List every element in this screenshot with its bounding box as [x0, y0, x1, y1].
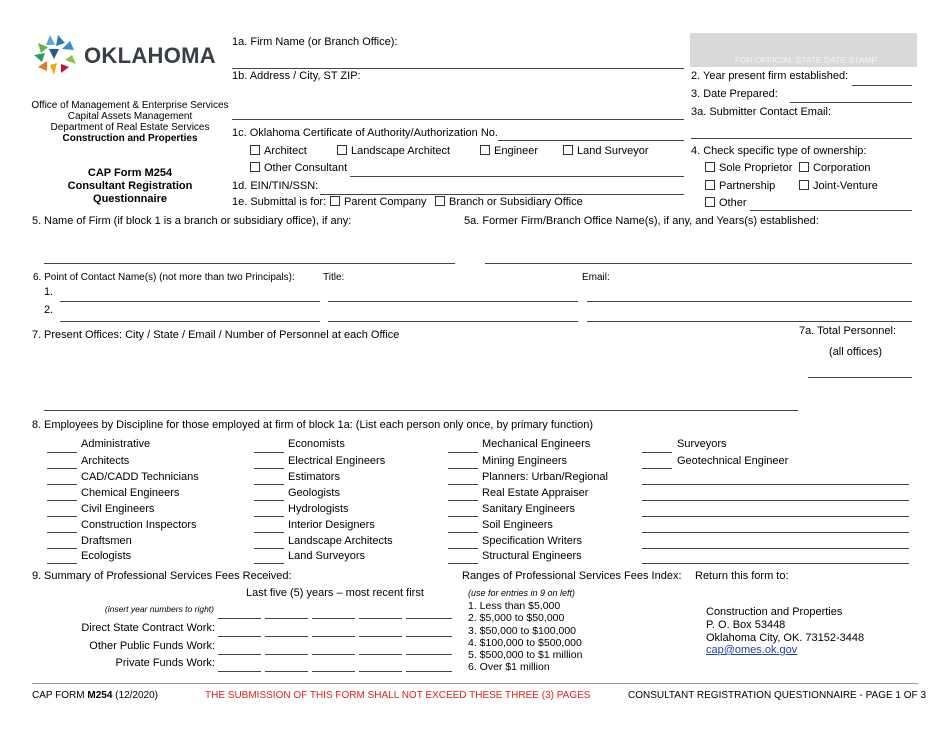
count-input[interactable] — [254, 484, 284, 485]
field-6-row-1: 1. — [44, 286, 54, 298]
field-3-input[interactable] — [790, 102, 912, 103]
field-1d-label: 1d. EIN/TIN/SSN: — [232, 180, 319, 192]
check-sole-label: Sole Proprietor — [719, 162, 793, 174]
checkbox[interactable] — [330, 196, 340, 206]
discipline-item: Real Estate Appraiser — [482, 487, 589, 499]
check-branch-label: Branch or Subsidiary Office — [449, 196, 583, 208]
agency-line-1: Office of Management & Enterprise Services — [31, 100, 229, 111]
discipline-item: Interior Designers — [288, 519, 375, 531]
field-1c-input[interactable] — [498, 140, 684, 141]
discipline-item: Planners: Urban/Regional — [482, 471, 608, 483]
agency-division: Construction and Properties — [62, 133, 198, 144]
footer-warning: THE SUBMISSION OF THIS FORM SHALL NOT EXCEED THESE THREE (3) PAGES — [205, 690, 591, 701]
fees-last-five: Last five (5) years – most recent first — [246, 587, 424, 599]
field-5a-input[interactable] — [485, 263, 912, 264]
field-1a-label: 1a. Firm Name (or Branch Office): — [232, 36, 398, 48]
ownership-other-input[interactable] — [750, 210, 912, 211]
footer-form-code: M254 — [87, 690, 113, 701]
range-item: 4. $100,000 to $500,000 — [468, 637, 582, 649]
count-input[interactable] — [47, 563, 77, 564]
checkbox[interactable] — [337, 145, 347, 155]
check-partnership[interactable] — [705, 180, 775, 193]
fee-input[interactable] — [359, 671, 402, 672]
field-1b-label: 1b. Address / City, ST ZIP: — [232, 70, 361, 82]
count-input[interactable] — [254, 468, 284, 469]
fee-input[interactable] — [359, 636, 402, 637]
ranges-title: Ranges of Professional Services Fees Index: — [462, 570, 682, 582]
count-input[interactable] — [254, 500, 284, 501]
fee-row-label: Private Funds Work: — [115, 657, 215, 669]
footer-page: CONSULTANT REGISTRATION QUESTIONNAIRE - PAGE 1 OF 3 — [628, 690, 927, 701]
field-6-email-label: Email: — [582, 272, 610, 283]
field-8-number: 8. — [32, 419, 42, 431]
field-3a-label: 3a. Submitter Contact Email: — [691, 106, 832, 118]
fee-input[interactable] — [359, 654, 402, 655]
fee-input[interactable] — [218, 671, 261, 672]
count-input[interactable] — [47, 468, 77, 469]
contact-2-title-input[interactable] — [328, 321, 578, 322]
contact-1-title-input[interactable] — [328, 301, 578, 302]
field-6-label: 6. Point of Contact Name(s) (not more than two Principals): — [33, 272, 295, 283]
fee-row-label: Direct State Contract Work: — [81, 622, 215, 634]
field-3-label: 3. Date Prepared: — [691, 88, 778, 100]
oklahoma-star-icon — [32, 33, 78, 77]
count-input[interactable] — [47, 484, 77, 485]
check-own-other-label: Other — [719, 197, 747, 209]
footer-form-date: (12/2020) — [112, 690, 158, 701]
ranges-note: (use for entries in 9 on left) — [468, 588, 576, 598]
check-surveyor-label: Land Surveyor — [577, 145, 649, 157]
fee-input[interactable] — [406, 671, 452, 672]
discipline-item: Architects — [81, 455, 130, 467]
return-address-line: P. O. Box 53448 — [706, 619, 786, 631]
fee-row-label: Other Public Funds Work: — [89, 640, 215, 652]
check-other-label: Other Consultant — [264, 162, 348, 174]
return-address-line: Oklahoma City, OK. 73152-3448 — [706, 632, 865, 644]
count-input[interactable] — [254, 548, 284, 549]
check-corporation[interactable] — [799, 162, 870, 175]
field-6-title-label: Title: — [323, 272, 345, 283]
discipline-item: Economists — [288, 438, 345, 450]
field-7-label: Present Offices: City / State / Email / Number of Personnel at each Office — [44, 329, 400, 341]
count-input[interactable] — [47, 548, 77, 549]
check-partner-label: Partnership — [719, 180, 776, 192]
return-email-link[interactable]: cap@omes.ok.gov — [706, 644, 798, 656]
agency-line-3: Department of Real Estate Services — [50, 122, 210, 133]
count-input[interactable] — [254, 532, 284, 533]
check-jv-label: Joint-Venture — [813, 180, 878, 192]
discipline-item: Geologists — [288, 487, 340, 499]
blank-discipline-input[interactable] — [642, 484, 909, 485]
year-input[interactable] — [218, 618, 261, 619]
return-address-line: Construction and Properties — [706, 606, 843, 618]
discipline-item: Civil Engineers — [81, 503, 155, 515]
year-input[interactable] — [265, 618, 308, 619]
year-input[interactable] — [359, 618, 402, 619]
contact-1-email-input[interactable] — [587, 301, 912, 302]
check-land-surveyor[interactable] — [563, 145, 649, 158]
field-7-input[interactable] — [44, 410, 798, 411]
checkbox[interactable] — [705, 180, 715, 190]
check-joint-venture[interactable] — [799, 180, 878, 193]
field-8-label: Employees by Discipline for those employed at firm of block 1a: (List each person only once, by primary function) — [44, 419, 594, 431]
range-item: 3. $50,000 to $100,000 — [468, 625, 577, 637]
other-consultant-input[interactable] — [350, 176, 684, 177]
checkbox[interactable] — [480, 145, 490, 155]
count-input[interactable] — [448, 468, 478, 469]
checkbox[interactable] — [705, 162, 715, 172]
check-parent-label: Parent Company — [344, 196, 427, 208]
field-4-label: 4. Check specific type of ownership: — [691, 145, 867, 157]
field-7a-input[interactable] — [808, 377, 912, 378]
range-item: 1. Less than $5,000 — [468, 600, 561, 612]
count-input[interactable] — [47, 516, 77, 517]
discipline-item: Electrical Engineers — [288, 455, 386, 467]
logo-wordmark: OKLAHOMA — [84, 43, 216, 68]
count-input[interactable] — [254, 452, 284, 453]
fee-input[interactable] — [265, 671, 308, 672]
check-architect-label: Architect — [264, 145, 307, 157]
count-input[interactable] — [642, 452, 672, 453]
field-1a-input[interactable] — [232, 68, 684, 69]
check-corp-label: Corporation — [813, 162, 871, 174]
count-input[interactable] — [448, 452, 478, 453]
fee-input[interactable] — [265, 636, 308, 637]
discipline-item: Estimators — [288, 471, 340, 483]
fees-insert-note: (insert year numbers to right) — [104, 604, 214, 614]
contact-1-name-input[interactable] — [60, 301, 320, 302]
discipline-item: Mining Engineers — [482, 455, 567, 467]
checkbox[interactable] — [250, 145, 260, 155]
field-7a-label: 7a. Total Personnel: — [799, 325, 897, 337]
official-date-stamp-box — [690, 33, 917, 67]
footer-form-prefix: CAP FORM — [32, 690, 88, 701]
fee-input[interactable] — [406, 654, 452, 655]
field-5-input[interactable] — [44, 263, 455, 264]
discipline-item: Sanitary Engineers — [482, 503, 575, 515]
stamp-label: FOR OFFICIAL STATE DATE STAMP — [734, 55, 877, 65]
discipline-item: Landscape Architects — [288, 535, 393, 547]
footer-divider — [32, 683, 918, 684]
return-title: Return this form to: — [695, 570, 789, 582]
blank-discipline-input[interactable] — [642, 563, 909, 564]
discipline-item: Chemical Engineers — [81, 487, 180, 499]
oklahoma-logo — [32, 33, 216, 77]
count-input[interactable] — [47, 452, 77, 453]
discipline-item: Ecologists — [81, 550, 132, 562]
count-input[interactable] — [47, 500, 77, 501]
check-other-consultant[interactable] — [250, 162, 347, 175]
checkbox[interactable] — [799, 180, 809, 190]
year-input[interactable] — [312, 618, 355, 619]
fee-input[interactable] — [218, 654, 261, 655]
count-input[interactable] — [47, 532, 77, 533]
discipline-item: Construction Inspectors — [81, 519, 197, 531]
contact-2-name-input[interactable] — [60, 321, 320, 322]
range-item: 6. Over $1 million — [468, 661, 550, 673]
count-input[interactable] — [448, 548, 478, 549]
discipline-item: Administrative — [81, 438, 151, 450]
discipline-item: Surveyors — [677, 438, 727, 450]
checkbox[interactable] — [435, 196, 445, 206]
agency-line-2: Capital Assets Management — [67, 111, 193, 122]
checkbox[interactable] — [250, 162, 260, 172]
field-1c-label: 1c. Oklahoma Certificate of Authority/Authorization No. — [232, 127, 498, 139]
blank-discipline-input[interactable] — [642, 548, 909, 549]
fee-input[interactable] — [312, 671, 355, 672]
field-3a-input[interactable] — [691, 138, 912, 139]
check-ownership-other[interactable] — [705, 197, 747, 210]
discipline-item: Specification Writers — [482, 535, 583, 547]
field-2-input[interactable] — [852, 85, 912, 86]
discipline-item: Geotechnical Engineer — [677, 455, 789, 467]
check-landscape-label: Landscape Architect — [351, 145, 451, 157]
year-input[interactable] — [406, 618, 452, 619]
fee-input[interactable] — [312, 654, 355, 655]
discipline-item: Hydrologists — [288, 503, 349, 515]
check-sole-proprietor[interactable] — [705, 162, 792, 175]
check-engineer[interactable] — [480, 145, 538, 158]
field-1b-input[interactable] — [232, 119, 684, 120]
checkbox[interactable] — [563, 145, 573, 155]
field-6-row-2: 2. — [44, 304, 54, 316]
discipline-item: CAD/CADD Technicians — [81, 471, 199, 483]
check-engineer-label: Engineer — [494, 145, 539, 157]
form-title-2: Consultant Registration — [67, 180, 193, 192]
discipline-item: Land Surveyors — [288, 550, 366, 562]
check-parent-company[interactable] — [330, 196, 427, 209]
field-1d-input[interactable] — [320, 194, 684, 195]
fee-input[interactable] — [265, 654, 308, 655]
blank-discipline-input[interactable] — [642, 500, 909, 501]
checkbox[interactable] — [799, 162, 809, 172]
count-input[interactable] — [448, 532, 478, 533]
discipline-item: Structural Engineers — [482, 550, 582, 562]
count-input[interactable] — [642, 468, 672, 469]
check-landscape-architect[interactable] — [337, 145, 450, 158]
discipline-item: Soil Engineers — [482, 519, 553, 531]
count-input[interactable] — [254, 516, 284, 517]
discipline-item: Draftsmen — [81, 535, 132, 547]
range-item: 5. $500,000 to $1 million — [468, 649, 583, 661]
checkbox[interactable] — [705, 197, 715, 207]
blank-discipline-input[interactable] — [642, 532, 909, 533]
count-input[interactable] — [254, 563, 284, 564]
form-title-1: CAP Form M254 — [87, 167, 173, 179]
field-2-label: 2. Year present firm established: — [691, 70, 849, 82]
discipline-item: Mechanical Engineers — [482, 438, 591, 450]
field-7-number: 7. — [32, 329, 42, 341]
check-branch-office[interactable] — [435, 196, 583, 209]
check-architect[interactable] — [250, 145, 307, 158]
field-9-number: 9. — [32, 570, 42, 582]
field-5-number: 5. — [32, 215, 42, 227]
contact-2-email-input[interactable] — [587, 321, 912, 322]
field-1e-label: 1e. Submittal is for: — [232, 196, 327, 208]
form-title-3: Questionnaire — [93, 193, 167, 205]
range-item: 2. $5,000 to $50,000 — [468, 612, 565, 624]
blank-discipline-input[interactable] — [642, 516, 909, 517]
field-5a-label: 5a. Former Firm/Branch Office Name(s), if any, and Years(s) established: — [464, 215, 819, 227]
fees-title: Summary of Professional Services Fees Received: — [44, 570, 292, 582]
count-input[interactable] — [448, 516, 478, 517]
count-input[interactable] — [448, 500, 478, 501]
count-input[interactable] — [448, 563, 478, 564]
fee-input[interactable] — [406, 636, 452, 637]
footer-form-id — [32, 690, 158, 702]
field-7a-sublabel: (all offices) — [829, 346, 882, 358]
fee-input[interactable] — [218, 636, 261, 637]
fee-input[interactable] — [312, 636, 355, 637]
count-input[interactable] — [448, 484, 478, 485]
field-5-label: Name of Firm (if block 1 is a branch or subsidiary office), if any: — [44, 215, 352, 227]
